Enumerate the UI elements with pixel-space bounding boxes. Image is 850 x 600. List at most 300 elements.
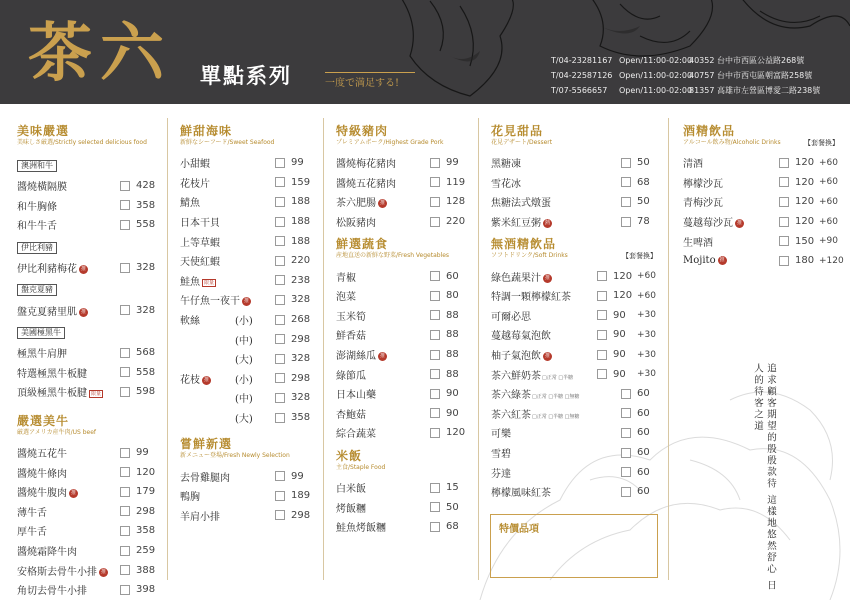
item-name-text: 可爾必思 bbox=[491, 311, 531, 323]
item-name-text: 蔓越莓氣泡飲 bbox=[491, 331, 551, 343]
item-name-text: 羊肩小排 bbox=[180, 511, 220, 523]
item-name-text: 薄牛舌 bbox=[17, 507, 47, 519]
item-price: 120 bbox=[795, 157, 815, 169]
sugar-options: □正常 □半糖 □無糖 bbox=[532, 394, 580, 401]
item-name bbox=[17, 563, 120, 578]
item-name bbox=[17, 345, 120, 360]
item-price: 99 bbox=[446, 157, 459, 169]
menu-item bbox=[180, 369, 315, 389]
item-price: 598 bbox=[136, 386, 156, 398]
menu-column-2 bbox=[180, 124, 315, 600]
menu-item bbox=[180, 212, 315, 232]
item-name bbox=[180, 175, 275, 190]
menu-item bbox=[180, 271, 315, 291]
menu-item bbox=[17, 521, 160, 541]
category-subtitle: プレミアムポーク/Highest Grade Pork bbox=[336, 139, 444, 146]
order-checkbox[interactable] bbox=[120, 348, 130, 358]
category-title: 鮮甜海味 bbox=[180, 124, 233, 138]
order-checkbox[interactable] bbox=[779, 177, 789, 187]
order-checkbox[interactable] bbox=[120, 506, 130, 516]
item-price: 298 bbox=[291, 333, 311, 345]
order-checkbox[interactable] bbox=[621, 389, 631, 399]
item-name-text: 醬燒霜降牛肉 bbox=[17, 547, 77, 559]
item-name bbox=[17, 217, 120, 232]
item-name-text: 可樂 bbox=[491, 429, 511, 441]
item-price: 88 bbox=[446, 309, 459, 321]
menu-item bbox=[336, 423, 470, 443]
item-name-text: 上等草蝦 bbox=[180, 237, 220, 249]
item-name bbox=[491, 425, 621, 440]
item-name bbox=[336, 500, 430, 515]
set-upgrade-price: +60 bbox=[637, 290, 656, 301]
order-checkbox[interactable] bbox=[779, 197, 789, 207]
menu-item bbox=[180, 153, 315, 173]
order-checkbox[interactable] bbox=[597, 271, 607, 281]
item-name bbox=[180, 234, 275, 249]
order-checkbox[interactable] bbox=[779, 256, 789, 266]
order-checkbox[interactable] bbox=[621, 408, 631, 418]
menu-item bbox=[17, 258, 160, 278]
menu-item bbox=[683, 212, 843, 232]
menu-item bbox=[336, 306, 470, 326]
order-checkbox[interactable] bbox=[430, 271, 440, 281]
item-name-text: 雪碧 bbox=[491, 449, 511, 461]
menu-item bbox=[683, 231, 843, 251]
order-checkbox[interactable] bbox=[621, 197, 631, 207]
order-checkbox[interactable] bbox=[430, 177, 440, 187]
order-checkbox[interactable] bbox=[120, 387, 130, 397]
menu-item bbox=[491, 306, 661, 326]
item-name-text: 去骨雞腿肉 bbox=[180, 472, 230, 484]
category-subtitle-row bbox=[491, 251, 661, 266]
item-price: 120 bbox=[613, 270, 633, 282]
recommend-badge: 推 bbox=[100, 568, 106, 575]
item-price: 90 bbox=[613, 368, 626, 380]
category-subtitle-row bbox=[491, 138, 661, 153]
order-checkbox[interactable] bbox=[275, 354, 285, 364]
item-price: 99 bbox=[291, 470, 304, 482]
order-checkbox[interactable] bbox=[120, 565, 130, 575]
menu-item bbox=[336, 212, 470, 232]
item-name bbox=[17, 465, 120, 480]
item-name-text: 柚子氣泡飲 bbox=[491, 351, 541, 363]
recommend-badge: 推 bbox=[379, 200, 385, 207]
item-price: 189 bbox=[291, 490, 311, 502]
order-checkbox[interactable] bbox=[597, 350, 607, 360]
order-checkbox[interactable] bbox=[430, 369, 440, 379]
order-checkbox[interactable] bbox=[779, 217, 789, 227]
menu-category bbox=[491, 237, 661, 501]
menu-item bbox=[336, 345, 470, 365]
menu-item bbox=[336, 404, 470, 424]
recommend-badge: 推 bbox=[80, 266, 86, 273]
menu-item bbox=[180, 349, 315, 369]
item-name-text: 澎湖絲瓜 bbox=[336, 351, 376, 363]
item-name bbox=[180, 488, 275, 503]
item-price: 60 bbox=[637, 466, 650, 478]
menu-item bbox=[180, 506, 315, 526]
category-subtitle: 花見デザート/Dessert bbox=[491, 139, 553, 146]
menu-item bbox=[17, 363, 160, 383]
order-checkbox[interactable] bbox=[120, 200, 130, 210]
item-name bbox=[336, 406, 430, 421]
order-checkbox[interactable] bbox=[430, 158, 440, 168]
menu-item bbox=[17, 176, 160, 196]
item-name-text: 清酒 bbox=[683, 159, 703, 171]
item-name bbox=[491, 484, 621, 499]
item-name bbox=[180, 253, 275, 268]
slogan: 一度で満足する! bbox=[325, 72, 415, 89]
order-checkbox[interactable] bbox=[621, 428, 631, 438]
item-name-text: 小甜蝦 bbox=[180, 159, 210, 171]
item-name bbox=[491, 288, 597, 303]
item-name bbox=[180, 194, 275, 209]
order-checkbox[interactable] bbox=[275, 197, 285, 207]
menu-item bbox=[180, 290, 315, 310]
store-info bbox=[551, 53, 820, 98]
item-name bbox=[336, 269, 430, 284]
category-title: 無酒精飲品 bbox=[491, 237, 557, 252]
order-checkbox[interactable] bbox=[779, 236, 789, 246]
order-checkbox[interactable] bbox=[597, 310, 607, 320]
store-row bbox=[551, 68, 820, 83]
item-name bbox=[683, 175, 779, 190]
category-subtitle-row bbox=[336, 463, 470, 478]
menu-item bbox=[491, 192, 661, 212]
column-divider bbox=[668, 118, 669, 580]
limited-tag: 限量 bbox=[204, 279, 215, 286]
order-checkbox[interactable] bbox=[275, 275, 285, 285]
order-checkbox[interactable] bbox=[275, 393, 285, 403]
menu-item bbox=[17, 443, 160, 463]
item-price: 328 bbox=[136, 262, 156, 274]
item-name bbox=[491, 175, 621, 190]
item-price: 188 bbox=[291, 235, 311, 247]
item-price: 90 bbox=[446, 407, 459, 419]
subcategory-heading: 伊比利豬 bbox=[17, 242, 57, 254]
menu-item bbox=[491, 364, 661, 384]
store-address: 81357 高雄市左營區博愛二路238號 bbox=[689, 86, 821, 95]
menu-item bbox=[180, 486, 315, 506]
order-checkbox[interactable] bbox=[275, 217, 285, 227]
subcategory-heading: 澳洲和牛 bbox=[17, 160, 57, 172]
item-name bbox=[491, 445, 621, 460]
store-hours: Open/11:00-02:00 bbox=[619, 71, 693, 80]
order-checkbox[interactable] bbox=[621, 217, 631, 227]
item-name bbox=[683, 234, 779, 249]
menu-item bbox=[491, 482, 661, 502]
recommend-badge: 推 bbox=[80, 308, 86, 315]
order-checkbox[interactable] bbox=[275, 315, 285, 325]
item-price: 68 bbox=[637, 176, 650, 188]
menu-item bbox=[17, 343, 160, 363]
item-price: 15 bbox=[446, 482, 459, 494]
order-checkbox[interactable] bbox=[430, 483, 440, 493]
menu-category bbox=[180, 124, 315, 427]
order-checkbox[interactable] bbox=[275, 256, 285, 266]
item-name-text: 醬燒梅花豬肉 bbox=[336, 159, 396, 171]
item-name-text: 醬燒橫隔膜 bbox=[17, 182, 67, 194]
item-name-text: 綠色蔬果汁 bbox=[491, 272, 541, 284]
column-divider bbox=[478, 118, 479, 580]
item-name bbox=[336, 175, 430, 190]
menu-item bbox=[683, 192, 843, 212]
menu-item bbox=[491, 345, 661, 365]
menu-item bbox=[336, 497, 470, 517]
order-checkbox[interactable] bbox=[430, 408, 440, 418]
recommend-badge: 推 bbox=[544, 274, 550, 281]
recommend-badge: 推 bbox=[544, 353, 550, 360]
menu-category bbox=[180, 437, 315, 525]
item-name bbox=[336, 308, 430, 323]
menu-item bbox=[17, 382, 160, 402]
item-price: 99 bbox=[136, 447, 149, 459]
menu-item bbox=[491, 325, 661, 345]
order-checkbox[interactable] bbox=[430, 291, 440, 301]
menu-item bbox=[17, 196, 160, 216]
menu-item bbox=[491, 286, 661, 306]
order-checkbox[interactable] bbox=[430, 502, 440, 512]
item-name bbox=[336, 194, 430, 209]
order-checkbox[interactable] bbox=[275, 334, 285, 344]
menu-item bbox=[17, 560, 160, 580]
item-name bbox=[336, 155, 430, 170]
brand-poem: 追求顧客期望的殷殷款待 這樣地悠然舒心 日人的待客之道 bbox=[752, 363, 776, 592]
order-checkbox[interactable] bbox=[120, 585, 130, 595]
menu-series-title: 單點系列 bbox=[200, 63, 292, 88]
item-name bbox=[180, 292, 275, 307]
order-checkbox[interactable] bbox=[430, 389, 440, 399]
item-name bbox=[336, 347, 430, 362]
order-checkbox[interactable] bbox=[275, 295, 285, 305]
limited-tag: 限量 bbox=[91, 391, 102, 398]
item-price: 298 bbox=[291, 509, 311, 521]
order-checkbox[interactable] bbox=[275, 177, 285, 187]
category-title: 鮮選蔬食 bbox=[336, 237, 389, 252]
order-checkbox[interactable] bbox=[120, 181, 130, 191]
item-name bbox=[17, 445, 120, 460]
item-name-text: 雪花冰 bbox=[491, 178, 521, 190]
order-checkbox[interactable] bbox=[275, 158, 285, 168]
order-checkbox[interactable] bbox=[597, 291, 607, 301]
item-price: 358 bbox=[136, 525, 156, 537]
item-price: 90 bbox=[613, 329, 626, 341]
order-checkbox[interactable] bbox=[430, 330, 440, 340]
item-price: 188 bbox=[291, 196, 311, 208]
item-name bbox=[683, 194, 779, 209]
store-hours: Open/11:00-02:00 bbox=[619, 56, 693, 65]
order-checkbox[interactable] bbox=[430, 310, 440, 320]
recommend-badge: 推 bbox=[203, 376, 209, 383]
menu-item bbox=[180, 329, 315, 349]
order-checkbox[interactable] bbox=[621, 487, 631, 497]
header-banner bbox=[0, 0, 850, 104]
item-name-text: 日本山藥 bbox=[336, 390, 376, 402]
item-name-text: 天使紅蝦 bbox=[180, 257, 220, 269]
order-checkbox[interactable] bbox=[430, 350, 440, 360]
item-name bbox=[336, 367, 430, 382]
item-name-text: 茶六肥腸 bbox=[336, 198, 376, 210]
item-price: 60 bbox=[446, 270, 459, 282]
order-checkbox[interactable] bbox=[430, 428, 440, 438]
size-label: (小) bbox=[235, 374, 253, 386]
order-checkbox[interactable] bbox=[275, 510, 285, 520]
order-checkbox[interactable] bbox=[120, 220, 130, 230]
item-name-text: 醬燒牛腹肉 bbox=[17, 488, 67, 500]
item-price: 60 bbox=[637, 407, 650, 419]
item-name-text: 鮭魚 bbox=[180, 276, 200, 288]
item-price: 358 bbox=[136, 199, 156, 211]
item-name-text: 蔓越莓沙瓦 bbox=[683, 218, 733, 230]
item-price: 259 bbox=[136, 545, 156, 557]
order-checkbox[interactable] bbox=[275, 491, 285, 501]
item-price: 90 bbox=[613, 309, 626, 321]
order-checkbox[interactable] bbox=[120, 487, 130, 497]
menu-item bbox=[17, 541, 160, 561]
item-price: 568 bbox=[136, 347, 156, 359]
item-name-text: 軟絲 bbox=[180, 316, 200, 328]
item-name-text: 厚牛舌 bbox=[17, 527, 47, 539]
set-upgrade-price: +30 bbox=[637, 310, 656, 321]
order-checkbox[interactable] bbox=[597, 369, 607, 379]
item-name-text: 茶六紅茶 bbox=[491, 409, 531, 421]
store-address: 40757 台中市西屯區朝富路258號 bbox=[689, 71, 813, 80]
menu-item bbox=[683, 173, 843, 193]
recommend-badge: 推 bbox=[719, 257, 725, 264]
menu-item bbox=[491, 266, 661, 286]
item-name bbox=[491, 367, 597, 382]
item-name-text: 鮮香菇 bbox=[336, 331, 366, 343]
item-name-text: 花枝片 bbox=[180, 178, 210, 190]
item-name-text: 芬達 bbox=[491, 468, 511, 480]
item-price: 60 bbox=[637, 427, 650, 439]
item-price: 328 bbox=[291, 294, 311, 306]
size-label: (小) bbox=[235, 316, 253, 328]
order-checkbox[interactable] bbox=[430, 522, 440, 532]
order-checkbox[interactable] bbox=[120, 367, 130, 377]
item-name-text: 極黑牛肩胛 bbox=[17, 349, 67, 361]
item-price: 238 bbox=[291, 274, 311, 286]
item-price: 268 bbox=[291, 314, 311, 326]
item-price: 179 bbox=[136, 486, 156, 498]
item-price: 88 bbox=[446, 368, 459, 380]
size-label: (中) bbox=[235, 335, 253, 347]
item-name bbox=[491, 155, 621, 170]
item-name-text: 烤飯糰 bbox=[336, 503, 366, 515]
item-price: 120 bbox=[446, 427, 466, 439]
order-checkbox[interactable] bbox=[120, 526, 130, 536]
special-items-label: 特價品項 bbox=[499, 524, 539, 535]
item-name bbox=[491, 347, 597, 362]
menu-column-3 bbox=[336, 124, 470, 600]
category-subtitle-row bbox=[336, 251, 470, 266]
order-checkbox[interactable] bbox=[275, 413, 285, 423]
set-upgrade-price: +60 bbox=[819, 196, 838, 207]
item-name bbox=[336, 425, 430, 440]
order-checkbox[interactable] bbox=[120, 448, 130, 458]
order-checkbox[interactable] bbox=[621, 158, 631, 168]
order-checkbox[interactable] bbox=[120, 546, 130, 556]
recommend-badge: 熱 bbox=[544, 220, 550, 227]
store-row bbox=[551, 83, 820, 98]
item-name-text: 醬燒五花豬肉 bbox=[336, 178, 396, 190]
order-checkbox[interactable] bbox=[621, 467, 631, 477]
item-price: 328 bbox=[291, 353, 311, 365]
item-price: 159 bbox=[291, 176, 311, 188]
item-price: 99 bbox=[291, 157, 304, 169]
recommend-badge: 推 bbox=[379, 353, 385, 360]
set-upgrade-price: +60 bbox=[819, 216, 838, 227]
menu-item bbox=[683, 153, 843, 173]
order-checkbox[interactable] bbox=[275, 236, 285, 246]
item-price: 120 bbox=[795, 196, 815, 208]
item-price: 328 bbox=[136, 304, 156, 316]
order-checkbox[interactable] bbox=[430, 197, 440, 207]
item-price: 90 bbox=[446, 388, 459, 400]
category-title: 特級豬肉 bbox=[336, 124, 389, 138]
order-checkbox[interactable] bbox=[779, 158, 789, 168]
column-divider bbox=[167, 118, 168, 580]
item-name bbox=[491, 386, 621, 401]
item-price: 88 bbox=[446, 329, 459, 341]
subcategory-heading: 美國極黑牛 bbox=[17, 327, 65, 339]
item-name-text: 鴨胸 bbox=[180, 492, 200, 504]
menu-item bbox=[180, 192, 315, 212]
item-name-text: 白米飯 bbox=[336, 484, 366, 496]
menu-item bbox=[491, 153, 661, 173]
item-name-text: 綜合蔬菜 bbox=[336, 429, 376, 441]
menu-item bbox=[336, 384, 470, 404]
item-price: 50 bbox=[637, 157, 650, 169]
order-checkbox[interactable] bbox=[597, 330, 607, 340]
item-name-text: 茶六鮮奶茶 bbox=[491, 370, 541, 382]
order-checkbox[interactable] bbox=[430, 217, 440, 227]
order-checkbox[interactable] bbox=[120, 263, 130, 273]
item-name-text: 檸檬沙瓦 bbox=[683, 178, 723, 190]
order-checkbox[interactable] bbox=[120, 305, 130, 315]
order-checkbox[interactable] bbox=[120, 467, 130, 477]
item-name bbox=[17, 178, 120, 193]
menu-item bbox=[491, 443, 661, 463]
size-label: (大) bbox=[235, 355, 253, 367]
size-label: (中) bbox=[235, 394, 253, 406]
item-name-text: 日本干貝 bbox=[180, 218, 220, 230]
item-name-text: 頂級極黑牛板腱 bbox=[17, 388, 87, 400]
order-checkbox[interactable] bbox=[621, 448, 631, 458]
item-price: 298 bbox=[291, 372, 311, 384]
item-name-text: 和牛牛舌 bbox=[17, 221, 57, 233]
category-subtitle-row bbox=[180, 138, 315, 153]
item-price: 60 bbox=[637, 486, 650, 498]
menu-category bbox=[17, 414, 160, 600]
item-price: 388 bbox=[136, 564, 156, 576]
item-name bbox=[683, 155, 779, 170]
menu-category bbox=[336, 124, 470, 231]
item-name-text: 綠節瓜 bbox=[336, 370, 366, 382]
menu-item bbox=[683, 251, 843, 271]
category-subtitle-row bbox=[336, 138, 470, 153]
item-name-text: 花枝 bbox=[180, 374, 200, 386]
item-price: 398 bbox=[136, 584, 156, 596]
menu-category bbox=[491, 124, 661, 231]
item-name-text: 和牛胸條 bbox=[17, 201, 57, 213]
order-checkbox[interactable] bbox=[275, 471, 285, 481]
category-title: 米飯 bbox=[336, 448, 363, 463]
order-checkbox[interactable] bbox=[275, 373, 285, 383]
order-checkbox[interactable] bbox=[621, 177, 631, 187]
category-title: 酒精飲品 bbox=[683, 124, 736, 138]
recommend-badge: 推 bbox=[70, 490, 76, 497]
